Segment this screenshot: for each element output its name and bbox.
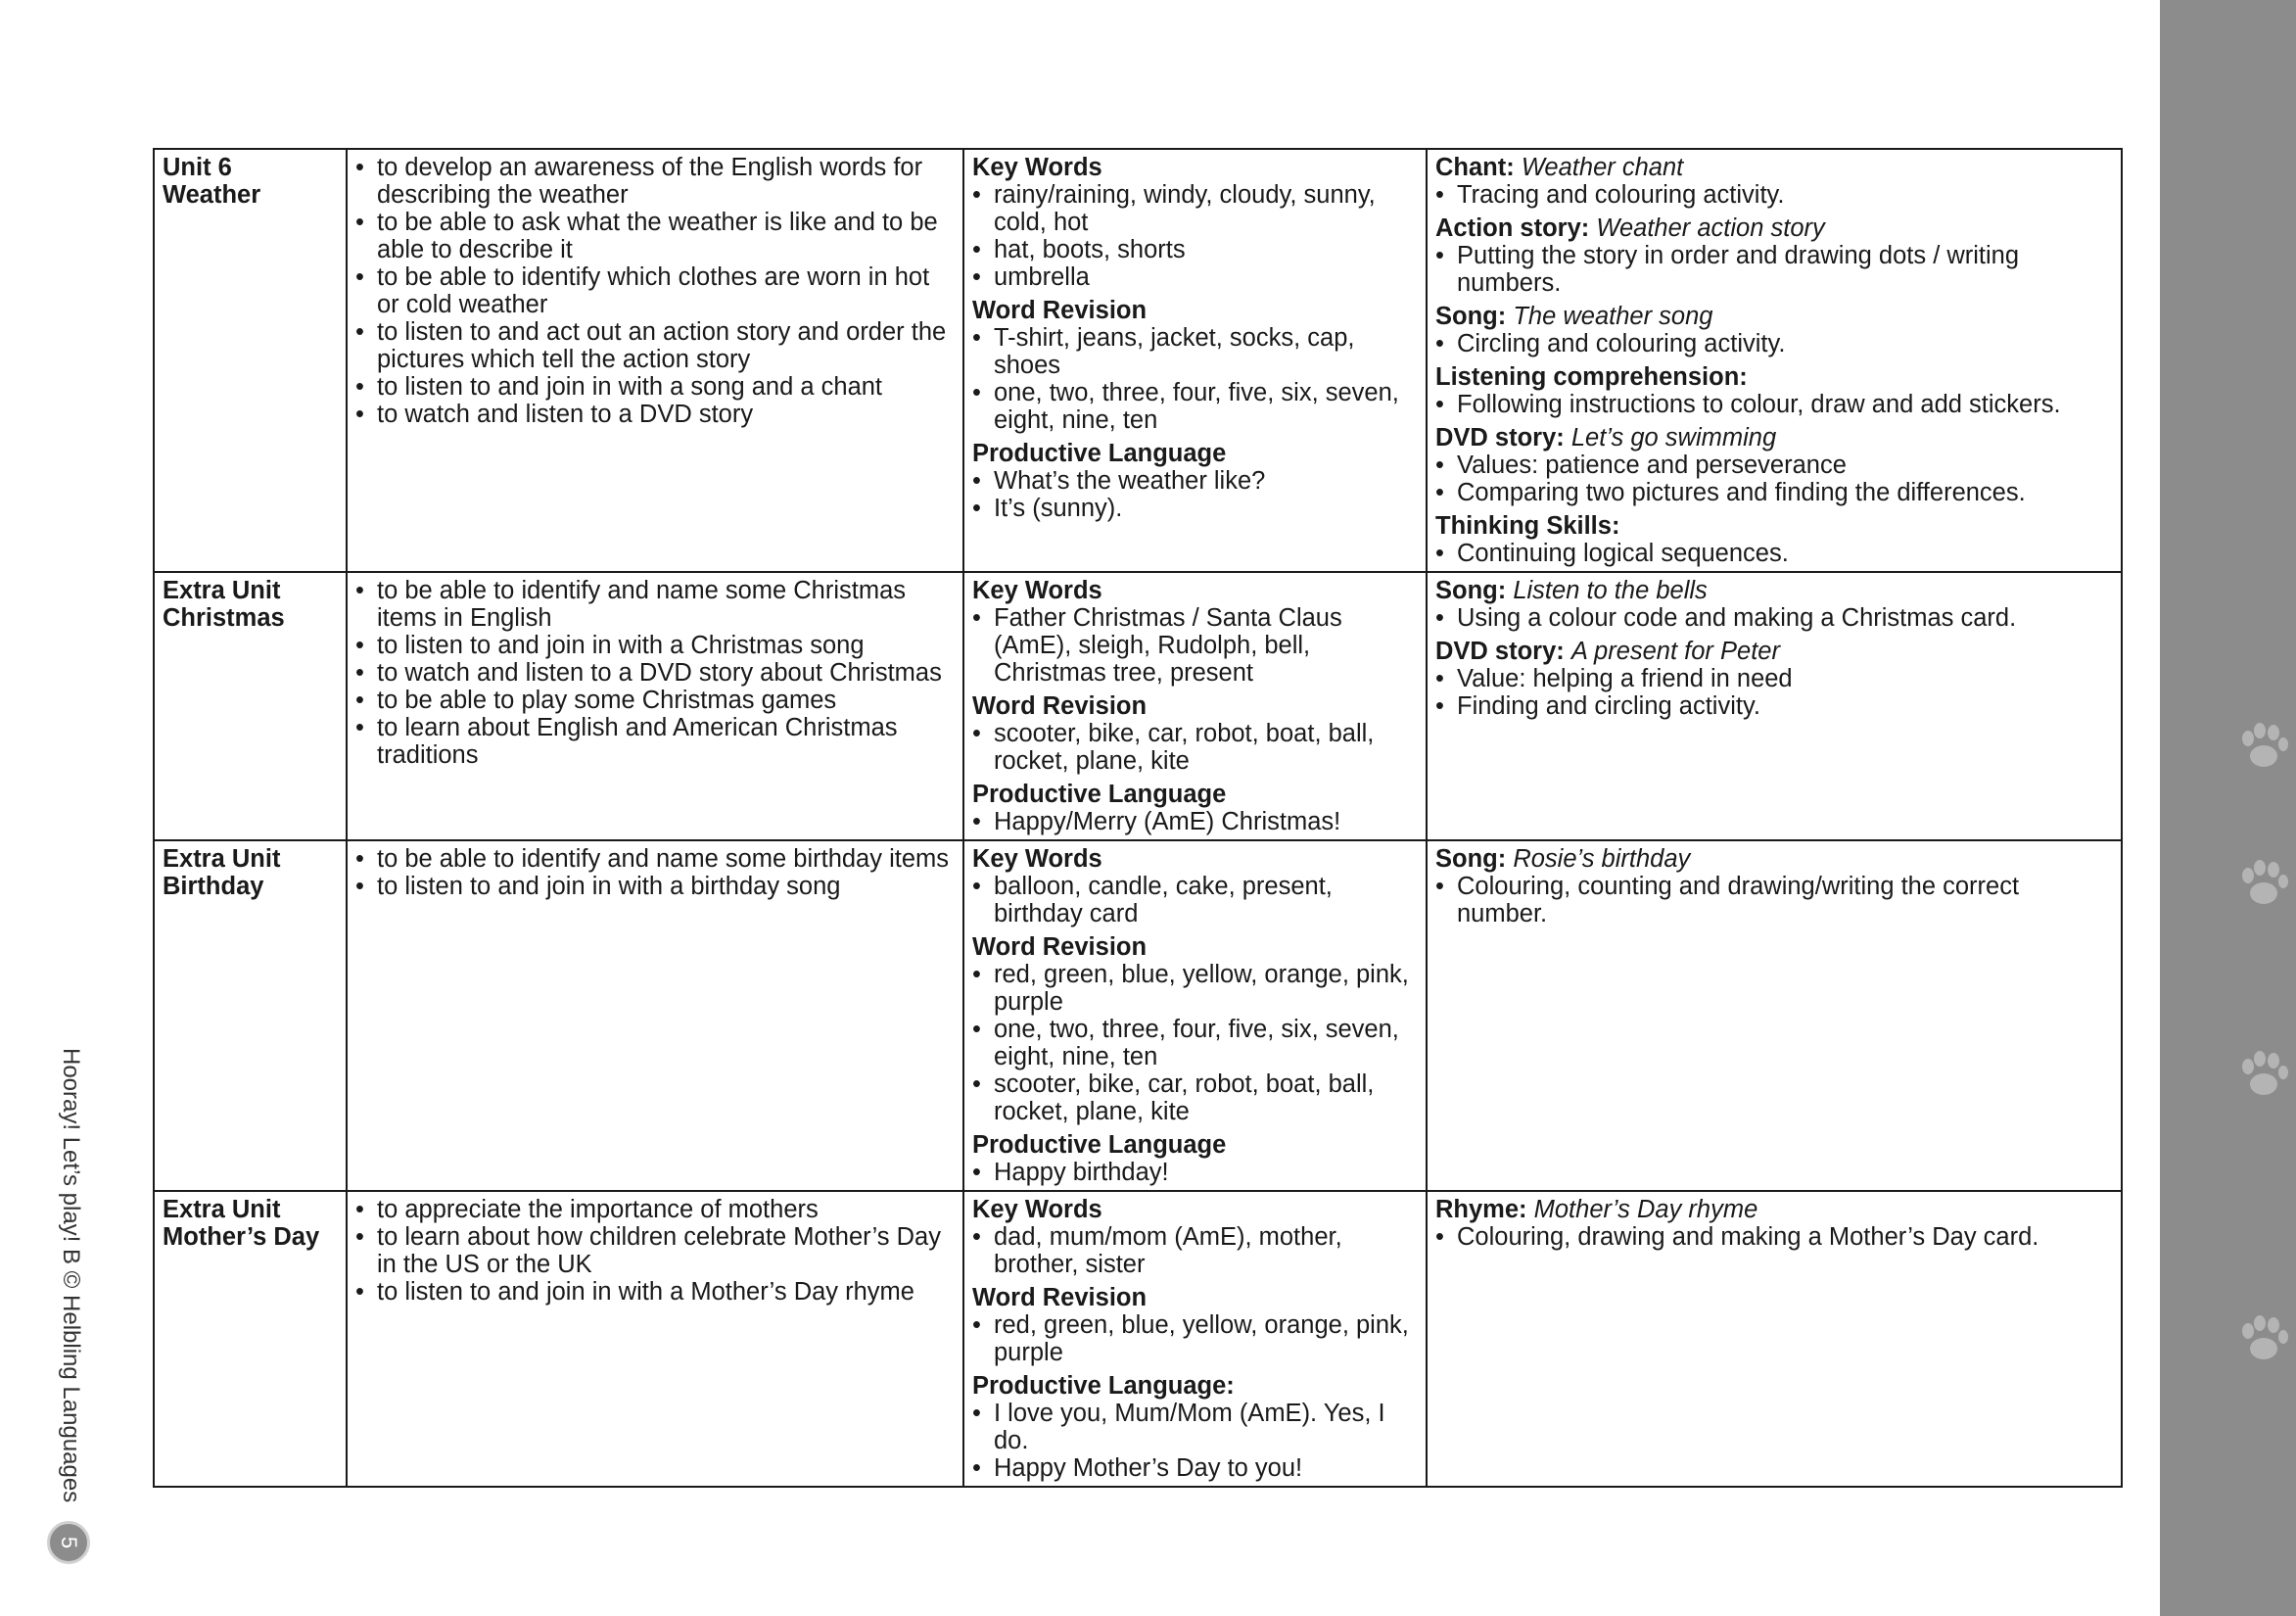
objective-item: • to be able to identify and name some Christmas items in English <box>355 577 955 632</box>
activity-name: A present for Peter <box>1570 638 1780 665</box>
activity-item: • Finding and circling activity. <box>1435 692 2113 720</box>
activity-label: Song: <box>1435 303 1507 330</box>
objective-item: • to listen to and join in with a birthday song <box>355 873 955 900</box>
unit-title: Unit 6 <box>163 154 232 181</box>
objective-item: • to listen to and join in with a Mother’s Day rhyme <box>355 1278 955 1306</box>
activities-cell <box>1427 149 2122 572</box>
language-heading: Word Revision <box>972 933 1148 961</box>
table-row <box>154 572 2122 840</box>
activity-title <box>1435 154 2113 181</box>
language-item: • umbrella <box>972 263 1418 291</box>
activity-title <box>1435 363 2113 391</box>
language-heading: Productive Language: <box>972 1372 1235 1400</box>
objective-item: • to listen to and join in with a song and a chant <box>355 373 955 401</box>
side-band <box>2160 0 2296 1616</box>
language-item: • Happy/Merry (AmE) Christmas! <box>972 808 1418 835</box>
unit-cell <box>154 1191 347 1487</box>
language-item: • Happy birthday! <box>972 1159 1418 1186</box>
language-heading: Productive Language <box>972 781 1227 808</box>
language-item: • scooter, bike, car, robot, boat, ball, rocket, plane, kite <box>972 720 1418 775</box>
objective-item: • to watch and listen to a DVD story about Christmas <box>355 659 955 687</box>
activity-name: Listen to the bells <box>1513 577 1708 604</box>
language-heading: Key Words <box>972 1196 1102 1223</box>
objective-item: • to listen to and act out an action story and order the pictures which tell the action story <box>355 318 955 373</box>
unit-title: Extra Unit <box>163 577 281 604</box>
objective-item: • to appreciate the importance of mothers <box>355 1196 955 1223</box>
unit-cell <box>154 572 347 840</box>
page-number <box>47 1521 90 1564</box>
language-item: • balloon, candle, cake, present, birthday card <box>972 873 1418 927</box>
language-heading: Word Revision <box>972 1284 1148 1311</box>
activity-label: Rhyme: <box>1435 1196 1527 1223</box>
language-heading: Key Words <box>972 845 1102 873</box>
objective-item: • to develop an awareness of the English words for describing the weather <box>355 154 955 209</box>
objective-item: • to be able to identify and name some birthday items <box>355 845 955 873</box>
unit-subtitle: Weather <box>163 181 261 209</box>
language-item: • rainy/raining, windy, cloudy, sunny, cold, hot <box>972 181 1418 236</box>
unit-subtitle: Birthday <box>163 873 264 900</box>
unit-subtitle: Mother’s Day <box>163 1223 320 1251</box>
activity-title <box>1435 303 2113 330</box>
language-item: • red, green, blue, yellow, orange, pink, purple <box>972 1311 1418 1366</box>
activity-item: • Value: helping a friend in need <box>1435 665 2113 692</box>
activity-title <box>1435 1196 2113 1223</box>
language-cell <box>963 149 1427 572</box>
objectives-cell <box>347 1191 963 1487</box>
objective-item: • to be able to ask what the weather is like and to be able to describe it <box>355 209 955 263</box>
paw-print-icon <box>2232 1043 2295 1106</box>
objective-item: • to be able to identify which clothes are worn in hot or cold weather <box>355 263 955 318</box>
objective-item: • to watch and listen to a DVD story <box>355 401 955 428</box>
activity-title <box>1435 214 2113 242</box>
footer-credit-text: Hooray! Let’s play! B © Helbling Languages <box>58 1048 84 1503</box>
language-item: • dad, mum/mom (AmE), mother, brother, sister <box>972 1223 1418 1278</box>
language-heading: Key Words <box>972 577 1102 604</box>
table-row <box>154 840 2122 1191</box>
language-item: • I love you, Mum/Mom (AmE). Yes, I do. <box>972 1400 1418 1454</box>
activity-name: Weather action story <box>1596 214 1825 242</box>
activity-name: Mother’s Day rhyme <box>1533 1196 1758 1223</box>
objective-item: • to learn about English and American Christmas traditions <box>355 714 955 769</box>
language-heading: Key Words <box>972 154 1102 181</box>
paw-print-icon <box>2232 1307 2295 1370</box>
objectives-cell <box>347 840 963 1191</box>
language-item: • hat, boots, shorts <box>972 236 1418 263</box>
objectives-cell <box>347 149 963 572</box>
activity-item: • Circling and colouring activity. <box>1435 330 2113 357</box>
objective-item: • to listen to and join in with a Christmas song <box>355 632 955 659</box>
table-row <box>154 1191 2122 1487</box>
activity-item: • Using a colour code and making a Christmas card. <box>1435 604 2113 632</box>
language-cell <box>963 1191 1427 1487</box>
objective-item: • to be able to play some Christmas games <box>355 687 955 714</box>
activity-label: Action story: <box>1435 214 1590 242</box>
activity-label: Listening comprehension: <box>1435 363 1748 391</box>
language-item: • What’s the weather like? <box>972 467 1418 495</box>
language-item: • It’s (sunny). <box>972 495 1418 522</box>
activity-name: Weather chant <box>1521 154 1684 181</box>
activity-label: Song: <box>1435 577 1507 604</box>
language-item: • one, two, three, four, five, six, seven, eight, nine, ten <box>972 379 1418 434</box>
activity-label: DVD story: <box>1435 638 1565 665</box>
activity-title <box>1435 845 2113 873</box>
activities-cell <box>1427 840 2122 1191</box>
activity-item: • Colouring, drawing and making a Mother’s Day card. <box>1435 1223 2113 1251</box>
paw-print-icon <box>2232 852 2295 915</box>
language-item: • scooter, bike, car, robot, boat, ball, rocket, plane, kite <box>972 1070 1418 1125</box>
activity-label: Chant: <box>1435 154 1515 181</box>
activity-name: Let’s go swimming <box>1570 424 1777 452</box>
activity-title <box>1435 512 2113 540</box>
activity-label: Thinking Skills: <box>1435 512 1620 540</box>
objective-item: • to learn about how children celebrate Mother’s Day in the US or the UK <box>355 1223 955 1278</box>
activity-item: • Continuing logical sequences. <box>1435 540 2113 567</box>
activity-name: The weather song <box>1513 303 1713 330</box>
activity-name: Rosie’s birthday <box>1513 845 1691 873</box>
page-number-text: 5 <box>57 1536 81 1549</box>
table-row <box>154 149 2122 572</box>
language-cell <box>963 572 1427 840</box>
unit-title: Extra Unit <box>163 1196 281 1223</box>
activity-title <box>1435 638 2113 665</box>
unit-cell <box>154 149 347 572</box>
activity-label: Song: <box>1435 845 1507 873</box>
activity-item: • Colouring, counting and drawing/writing the correct number. <box>1435 873 2113 927</box>
paw-print-icon <box>2232 715 2295 778</box>
activity-title <box>1435 577 2113 604</box>
language-item: • Happy Mother’s Day to you! <box>972 1454 1418 1482</box>
language-item: • T-shirt, jeans, jacket, socks, cap, shoes <box>972 324 1418 379</box>
activity-title <box>1435 424 2113 452</box>
activity-item: • Tracing and colouring activity. <box>1435 181 2113 209</box>
activity-item: • Comparing two pictures and finding the differences. <box>1435 479 2113 506</box>
unit-cell <box>154 840 347 1191</box>
activities-cell <box>1427 572 2122 840</box>
unit-subtitle: Christmas <box>163 604 285 632</box>
activity-item: • Putting the story in order and drawing dots / writing numbers. <box>1435 242 2113 297</box>
language-item: • Father Christmas / Santa Claus (AmE), sleigh, Rudolph, bell, Christmas tree, present <box>972 604 1418 687</box>
activities-cell <box>1427 1191 2122 1487</box>
activity-label: DVD story: <box>1435 424 1565 452</box>
language-cell <box>963 840 1427 1191</box>
language-item: • one, two, three, four, five, six, seven, eight, nine, ten <box>972 1016 1418 1070</box>
footer-credit <box>51 1048 90 1508</box>
language-heading: Word Revision <box>972 692 1148 720</box>
syllabus-table <box>153 148 2123 1488</box>
language-heading: Productive Language <box>972 440 1227 467</box>
language-heading: Productive Language <box>972 1131 1227 1159</box>
unit-title: Extra Unit <box>163 845 281 873</box>
language-heading: Word Revision <box>972 297 1148 324</box>
activity-item: • Following instructions to colour, draw and add stickers. <box>1435 391 2113 418</box>
activity-item: • Values: patience and perseverance <box>1435 452 2113 479</box>
language-item: • red, green, blue, yellow, orange, pink, purple <box>972 961 1418 1016</box>
objectives-cell <box>347 572 963 840</box>
